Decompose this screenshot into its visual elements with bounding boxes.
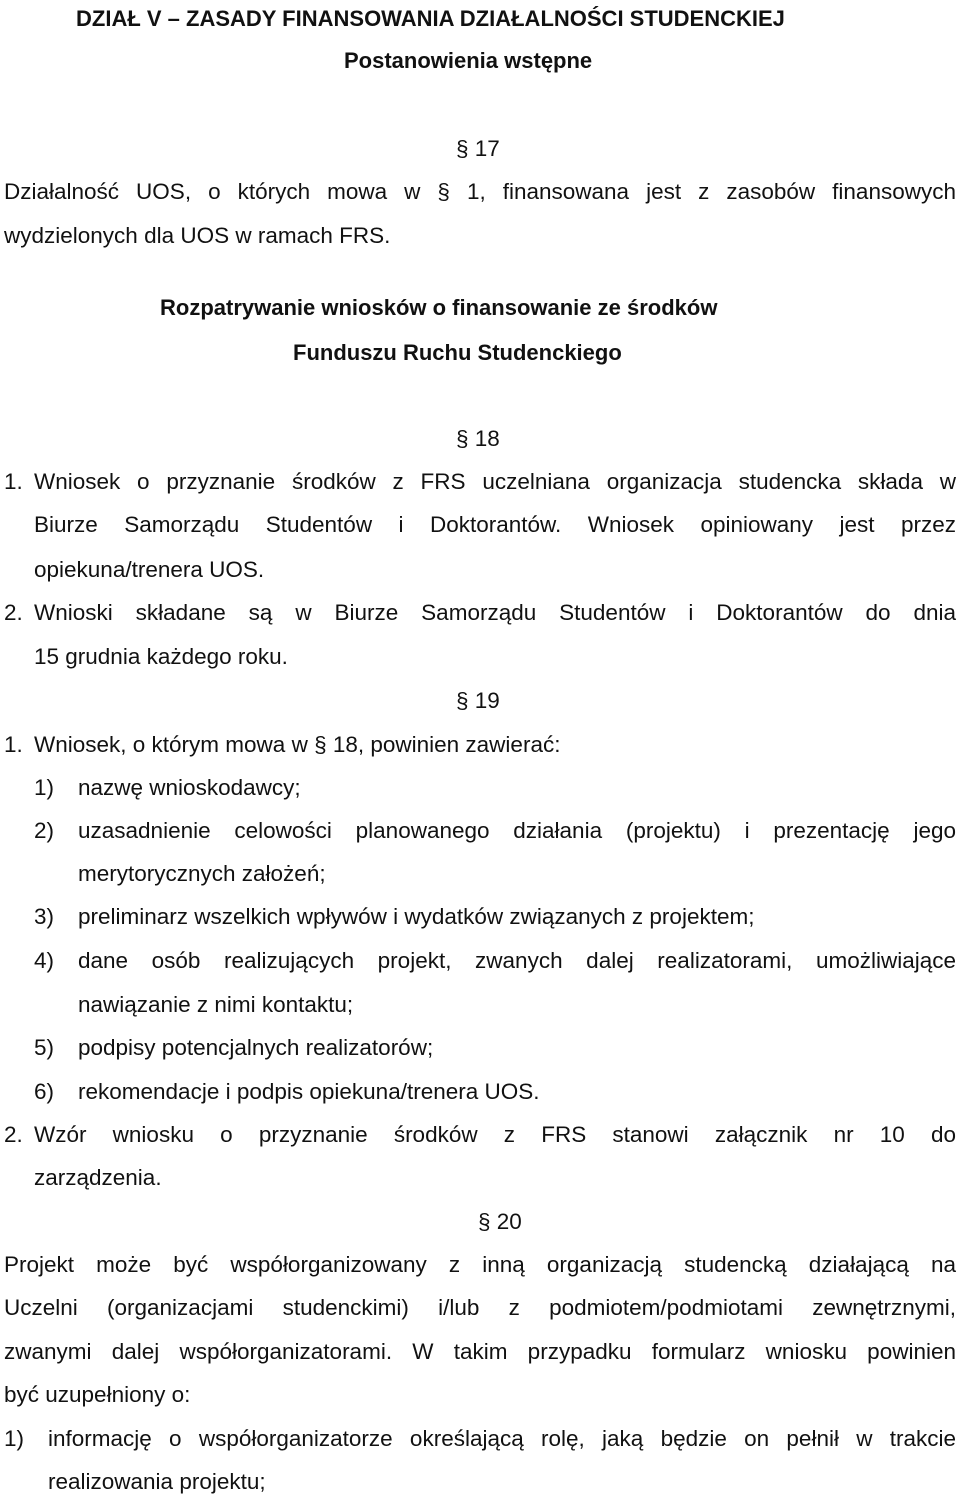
paragraph-18-1-line3: opiekuna/trenera UOS. — [34, 557, 265, 582]
list-item-text: uzasadnienie celowości planowanego działania (projektu) i prezentację jego — [78, 818, 956, 843]
list-item-text: rekomendacje i podpis opiekuna/trenera UOS. — [78, 1079, 540, 1104]
list-item-number: 1) — [4, 1426, 25, 1451]
section-20-text-line1: Projekt może być współorganizowany z inną organizacją studencką działającą na — [4, 1252, 956, 1277]
list-item-number: 4) — [34, 948, 55, 973]
paragraph-19-2-line2: zarządzenia. — [34, 1165, 162, 1190]
list-item-number: 5) — [34, 1035, 55, 1060]
list-item-text-continuation: nawiązanie z nimi kontaktu; — [78, 992, 354, 1017]
paragraph-18-2-line2: 15 grudnia każdego roku. — [34, 644, 288, 669]
list-item-number: 1) — [34, 775, 55, 800]
paragraph-18-1-number: 1. — [4, 469, 23, 494]
list-item-text: dane osób realizujących projekt, zwanych dalej realizatorami, umożliwiające — [78, 948, 956, 973]
paragraph-19-2-number: 2. — [4, 1122, 23, 1147]
section-17-text-line2: wydzielonych dla UOS w ramach FRS. — [4, 223, 391, 248]
subheading-line1: Rozpatrywanie wniosków o finansowanie ze środków — [160, 295, 718, 320]
section-20-mark: § 20 — [478, 1209, 522, 1234]
list-item-number: 2) — [34, 818, 55, 843]
list-item-text: nazwę wnioskodawcy; — [78, 775, 301, 800]
paragraph-19-1-intro: Wniosek, o którym mowa w § 18, powinien zawierać: — [34, 732, 561, 757]
section-20-text-line2: Uczelni (organizacjami studenckimi) i/lub z podmiotem/podmiotami zewnętrznymi, — [4, 1295, 956, 1320]
list-item-number: 6) — [34, 1079, 55, 1104]
list-item-text-continuation: realizowania projektu; — [48, 1469, 266, 1494]
chapter-title: DZIAŁ V – ZASADY FINANSOWANIA DZIAŁALNOŚCI STUDENCKIEJ — [76, 6, 785, 31]
section-18-mark: § 18 — [456, 426, 500, 451]
list-item-text: preliminarz wszelkich wpływów i wydatków związanych z projektem; — [78, 904, 755, 929]
paragraph-18-2-line1: Wnioski składane są w Biurze Samorządu Studentów i Doktorantów do dnia — [34, 600, 956, 625]
paragraph-19-1-number: 1. — [4, 732, 23, 757]
section-20-text-line3: zwanymi dalej współorganizatorami. W takim przypadku formularz wniosku powinien — [4, 1339, 956, 1364]
list-item-text-continuation: merytorycznych założeń; — [78, 861, 326, 886]
section-17-mark: § 17 — [456, 136, 500, 161]
paragraph-19-2-line1: Wzór wniosku o przyznanie środków z FRS stanowi załącznik nr 10 do — [34, 1122, 956, 1147]
paragraph-18-2-number: 2. — [4, 600, 23, 625]
list-item-number: 3) — [34, 904, 55, 929]
list-item-text: informację o współorganizatorze określającą rolę, jaką będzie on pełnił w trakcie — [48, 1426, 956, 1451]
subheading-line2: Funduszu Ruchu Studenckiego — [293, 340, 622, 365]
section-20-text-line4: być uzupełniony o: — [4, 1382, 191, 1407]
section-19-mark: § 19 — [456, 688, 500, 713]
paragraph-18-1-line2: Biurze Samorządu Studentów i Doktorantów. Wniosek opiniowany jest przez — [34, 512, 956, 537]
paragraph-18-1-line1: Wniosek o przyznanie środków z FRS uczelniana organizacja studencka składa w — [34, 469, 956, 494]
section-17-text-line1: Działalność UOS, o których mowa w § 1, finansowana jest z zasobów finansowych — [4, 179, 956, 204]
list-item-text: podpisy potencjalnych realizatorów; — [78, 1035, 434, 1060]
chapter-subtitle: Postanowienia wstępne — [344, 48, 593, 73]
